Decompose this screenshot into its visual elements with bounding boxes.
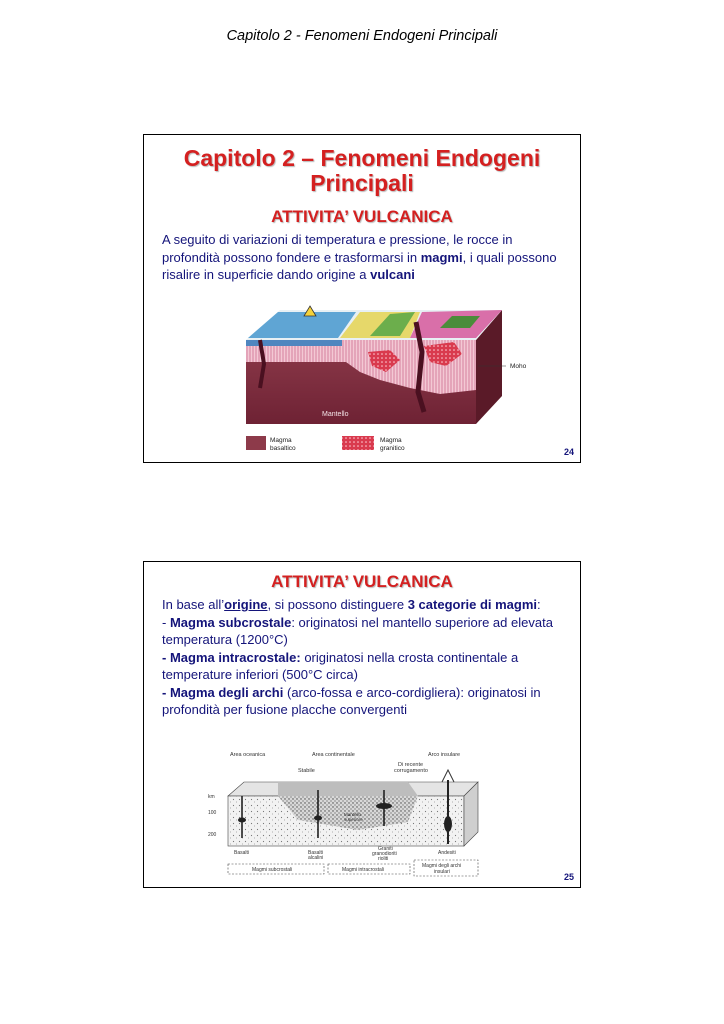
slide-subtitle: ATTIVITA’ VULCANICA <box>271 207 453 226</box>
slide-title-line2: Principali <box>310 170 414 196</box>
volcanic-block-diagram <box>240 292 540 460</box>
label-area-oceanica: Area oceanica <box>230 752 266 758</box>
page-header: Capitolo 2 - Fenomeni Endogeni Principali <box>226 28 498 44</box>
label-recente-line2: corrugamento <box>394 768 428 774</box>
label-area-continentale: Area continentale <box>312 752 355 758</box>
text-part: A seguito di variazioni di temperatura e pressione, le rocce in profondità possono fondere e trasformarsi in <box>162 232 513 265</box>
text-part: , i quali possono risalire in superficie dando origine a <box>162 249 557 282</box>
list-item-archi <box>162 684 562 719</box>
term-intracrostale: - Magma intracrostale: <box>162 649 301 665</box>
slide-24 <box>143 134 581 463</box>
label-basalti-alcalini-line2: alcalini <box>308 855 324 861</box>
list-item-intracrostale <box>162 649 562 684</box>
text-part: In base all’ <box>162 597 225 612</box>
label-graniti-line1: Graniti <box>378 846 393 852</box>
label-magmi-intracrostali: Magmi intracrostali <box>342 867 384 873</box>
text-part: - <box>162 614 170 630</box>
slide-title-line1: Capitolo 2 – Fenomeni Endogeni <box>183 145 541 171</box>
label-stabile: Stabile <box>298 768 315 774</box>
legend-granitic-line2: granitico <box>380 445 405 452</box>
slide-paragraph <box>144 231 580 284</box>
text-part: (arco-fossa e arco-cordigliera): originatosi in profondità per fusione placche convergenti <box>162 684 541 717</box>
depth-100: 100 <box>208 810 217 816</box>
depth-200: 200 <box>208 832 217 838</box>
legend-basaltic-line2: basaltico <box>270 445 296 452</box>
legend-swatch-granitic <box>342 436 374 450</box>
slide-subtitle: ATTIVITA’ VULCANICA <box>271 572 453 591</box>
label-magmi-subcrostali: Magmi subcrostali <box>252 867 293 873</box>
term-vulcani: vulcani <box>370 267 415 282</box>
label-andesiti: Andesiti <box>438 850 456 856</box>
term-magmi: magmi <box>420 249 463 265</box>
magma-origin-cross-section <box>208 750 508 884</box>
label-graniti-line2: granodioriti <box>372 851 397 857</box>
label-basalti-alcalini-line1: Basalti <box>308 850 324 856</box>
label-magmi-archi-line1: Magmi degli archi <box>422 863 462 869</box>
legend-swatch-basaltic <box>246 436 266 450</box>
label-mantello-line2: superiore <box>344 817 363 822</box>
list-item-subcrostale <box>162 614 562 649</box>
label-mantello: Mantello <box>322 411 349 418</box>
slide-title <box>144 146 580 196</box>
slide-number: 25 <box>563 872 574 882</box>
slide-25 <box>143 561 581 888</box>
text-part: : originatosi nel mantello superiore ad elevata temperatura (1200°C) <box>162 614 553 647</box>
text-part: , si possono distinguere <box>267 597 408 612</box>
label-moho: Moho <box>510 363 527 370</box>
label-recente-line1: Di recente <box>398 762 424 768</box>
term-origine: origine <box>224 597 268 612</box>
slide-number: 24 <box>563 447 574 457</box>
label-magmi-archi-line2: insulari <box>434 869 450 875</box>
label-graniti-line3: rioliti <box>378 856 389 862</box>
term-subcrostale: Magma subcrostale <box>169 614 292 630</box>
legend-basaltic-line1: Magma <box>270 437 292 444</box>
text-part: : <box>537 597 541 612</box>
label-arco-insulare: Arco insulare <box>428 752 461 758</box>
label-basalti: Basalti <box>234 850 250 856</box>
intro-line <box>162 596 562 614</box>
legend-granitic-line1: Magma <box>380 437 402 444</box>
label-mantello-line1: Mantello <box>344 812 362 817</box>
term-archi: - Magma degli archi <box>162 684 284 700</box>
slide-paragraph <box>144 596 580 719</box>
text-part: originatosi nella crosta continentale a temperature inferiori (500°C circa) <box>162 649 519 682</box>
depth-unit: km <box>208 794 215 800</box>
term-categorie: 3 categorie di magmi <box>407 597 538 612</box>
